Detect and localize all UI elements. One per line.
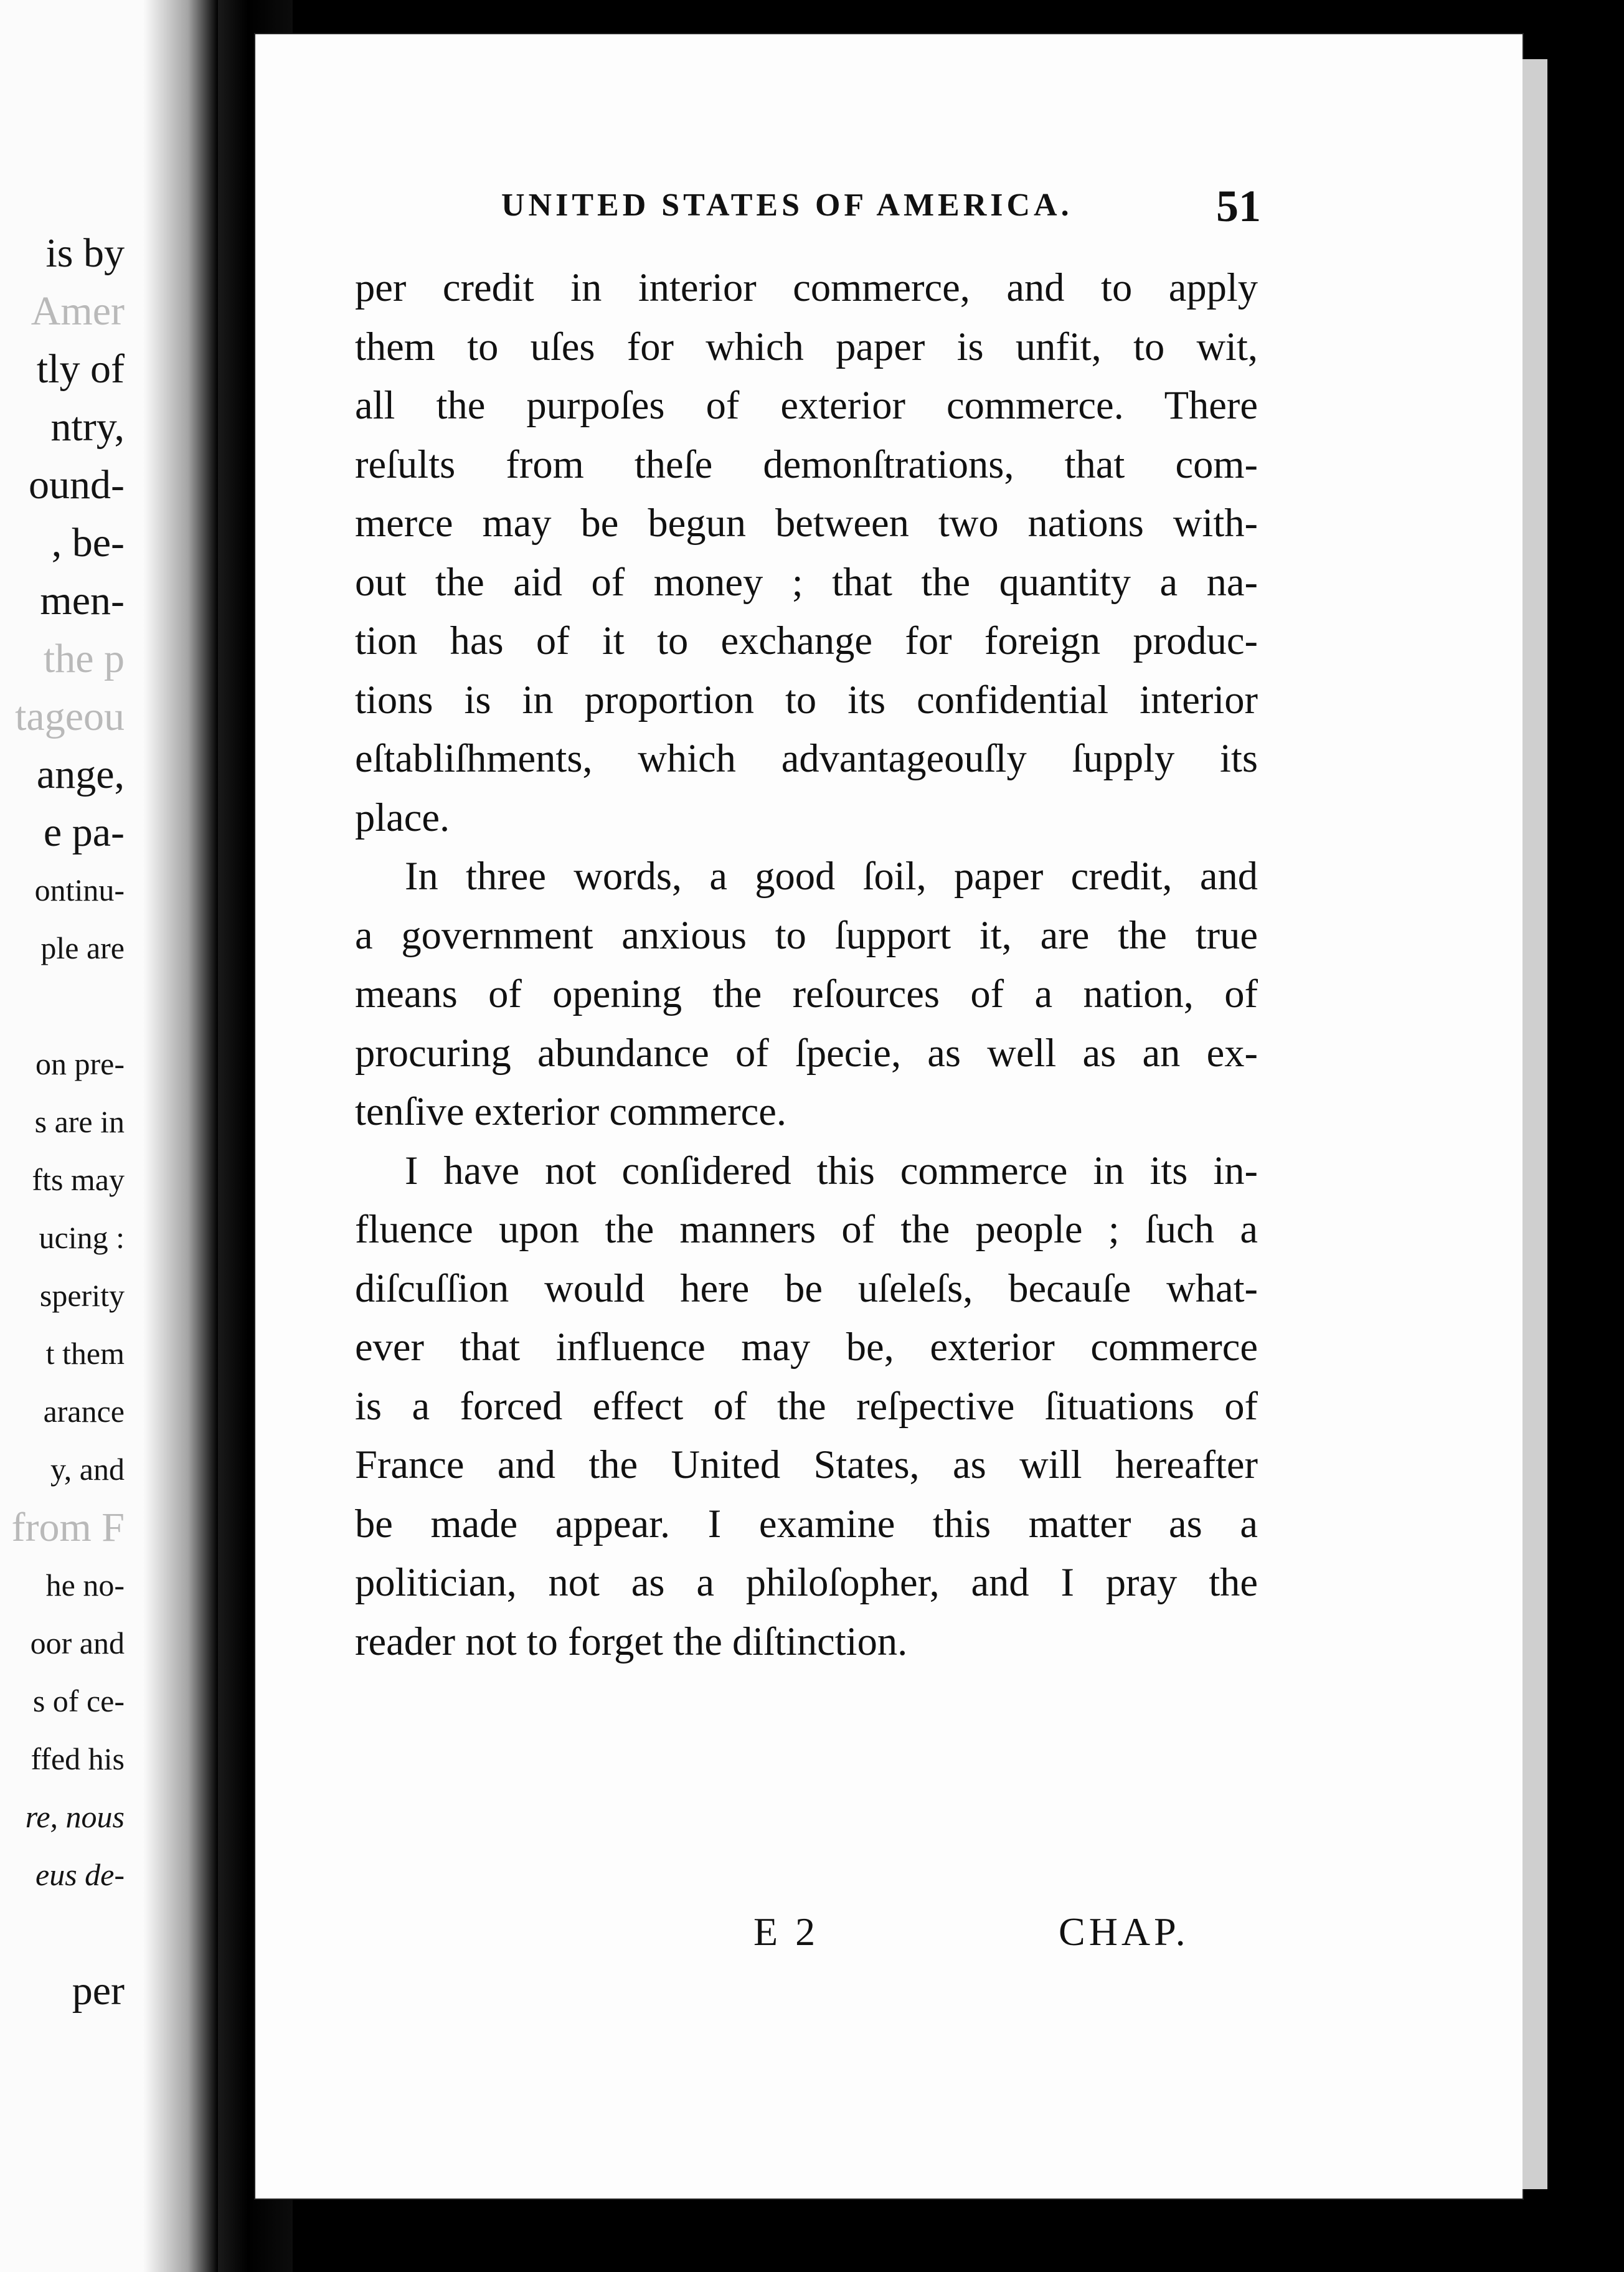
text-line: a government anxious to ſupport it, are the true [355, 912, 1258, 957]
left-page-fragment: ntry, [50, 404, 125, 450]
left-page-fragment: ucing : [39, 1220, 125, 1255]
paragraph [355, 258, 1258, 847]
left-page-text-fragments [0, 224, 125, 2020]
catchword: CHAP. [1059, 1910, 1189, 1954]
left-page-fragment: y, and [50, 1452, 125, 1487]
left-page-fragment: re, nous [25, 1799, 125, 1834]
left-page-fragment [0, 977, 125, 1035]
left-page-fragment: tly of [36, 346, 125, 392]
left-page-fragment: Amer [31, 288, 125, 334]
left-page-fragment: sperity [39, 1278, 125, 1313]
left-page-fragment: oor and [30, 1626, 125, 1660]
paragraph [355, 847, 1258, 1142]
left-page-fragment: ange, [36, 752, 125, 797]
left-page-fragment: e pa- [43, 810, 125, 855]
text-line: place. [355, 795, 450, 840]
left-page-fragment: eus de- [35, 1857, 125, 1892]
text-line: them to uſes for which paper is unfit, to wit, [355, 324, 1258, 369]
left-page-fragment: per [72, 1968, 125, 2014]
page-number: 51 [1216, 181, 1261, 231]
running-head-title: UNITED STATES OF AMERICA. [501, 187, 1073, 223]
text-line: ever that influence may be, exterior commerce [355, 1325, 1258, 1369]
text-line: merce may be begun between two nations with- [355, 501, 1258, 545]
left-page-fragment [0, 1904, 125, 1962]
left-page-fragment: from F [11, 1505, 125, 1550]
left-page-fragment: ple are [40, 930, 125, 965]
text-line: is a forced effect of the reſpective ſituations of [355, 1383, 1258, 1428]
text-line: reſults from theſe demonſtrations, that com- [355, 442, 1258, 486]
text-line: I have not conſidered this commerce in its in- [405, 1148, 1258, 1193]
page-edge [1522, 59, 1547, 2189]
text-line: per credit in interior commerce, and to apply [355, 265, 1258, 310]
text-line: France and the United States, as will hereafter [355, 1442, 1258, 1487]
left-page-fragment: is by [45, 230, 125, 276]
text-line: procuring abundance of ſpecie, as well as an ex- [355, 1030, 1258, 1075]
left-page-fragment: t them [45, 1336, 125, 1371]
text-line: tion has of it to exchange for foreign produc- [355, 618, 1258, 663]
text-line: means of opening the reſources of a nation, of [355, 972, 1258, 1016]
left-page-fragment: fts may [32, 1162, 125, 1197]
text-line: tions is in proportion to its confidential interior [355, 677, 1258, 722]
signature-mark: E 2 [753, 1910, 819, 1954]
left-page [0, 0, 218, 2272]
paragraph [355, 1142, 1258, 1672]
page-curve-shadow [143, 0, 218, 2272]
left-page-fragment: s are in [34, 1104, 125, 1139]
left-page-fragment: men- [40, 578, 125, 623]
left-page-fragment: ontinu- [34, 873, 125, 907]
text-line: eſtabliſhments, which advantageouſly ſupply its [355, 736, 1258, 780]
left-page-fragment: arance [43, 1394, 125, 1429]
text-line: politician, not as a philoſopher, and I pray the [355, 1560, 1258, 1604]
left-page-fragment: on pre- [35, 1046, 125, 1081]
text-line: reader not to forget the diſtinction. [355, 1619, 908, 1664]
text-line: be made appear. I examine this matter as a [355, 1501, 1258, 1546]
text-line: tenſive exterior commerce. [355, 1089, 787, 1134]
body-text [355, 258, 1258, 1671]
left-page-fragment: s of ce- [32, 1683, 125, 1718]
text-line: diſcuſſion would here be uſeleſs, becauſe what- [355, 1266, 1258, 1310]
text-line: out the aid of money ; that the quantity a na- [355, 559, 1258, 604]
left-page-fragment: ffed his [31, 1741, 125, 1776]
left-page-fragment: tageou [15, 694, 125, 739]
text-line: In three words, a good ſoil, paper credit, and [405, 854, 1258, 898]
left-page-fragment: he no- [45, 1568, 125, 1602]
text-line: fluence upon the manners of the people ; ſuch a [355, 1207, 1258, 1251]
left-page-fragment: , be- [51, 520, 125, 566]
text-line: all the purpoſes of exterior commerce. There [355, 383, 1258, 427]
left-page-fragment: the p [43, 636, 125, 681]
left-page-fragment: ound- [29, 462, 125, 508]
